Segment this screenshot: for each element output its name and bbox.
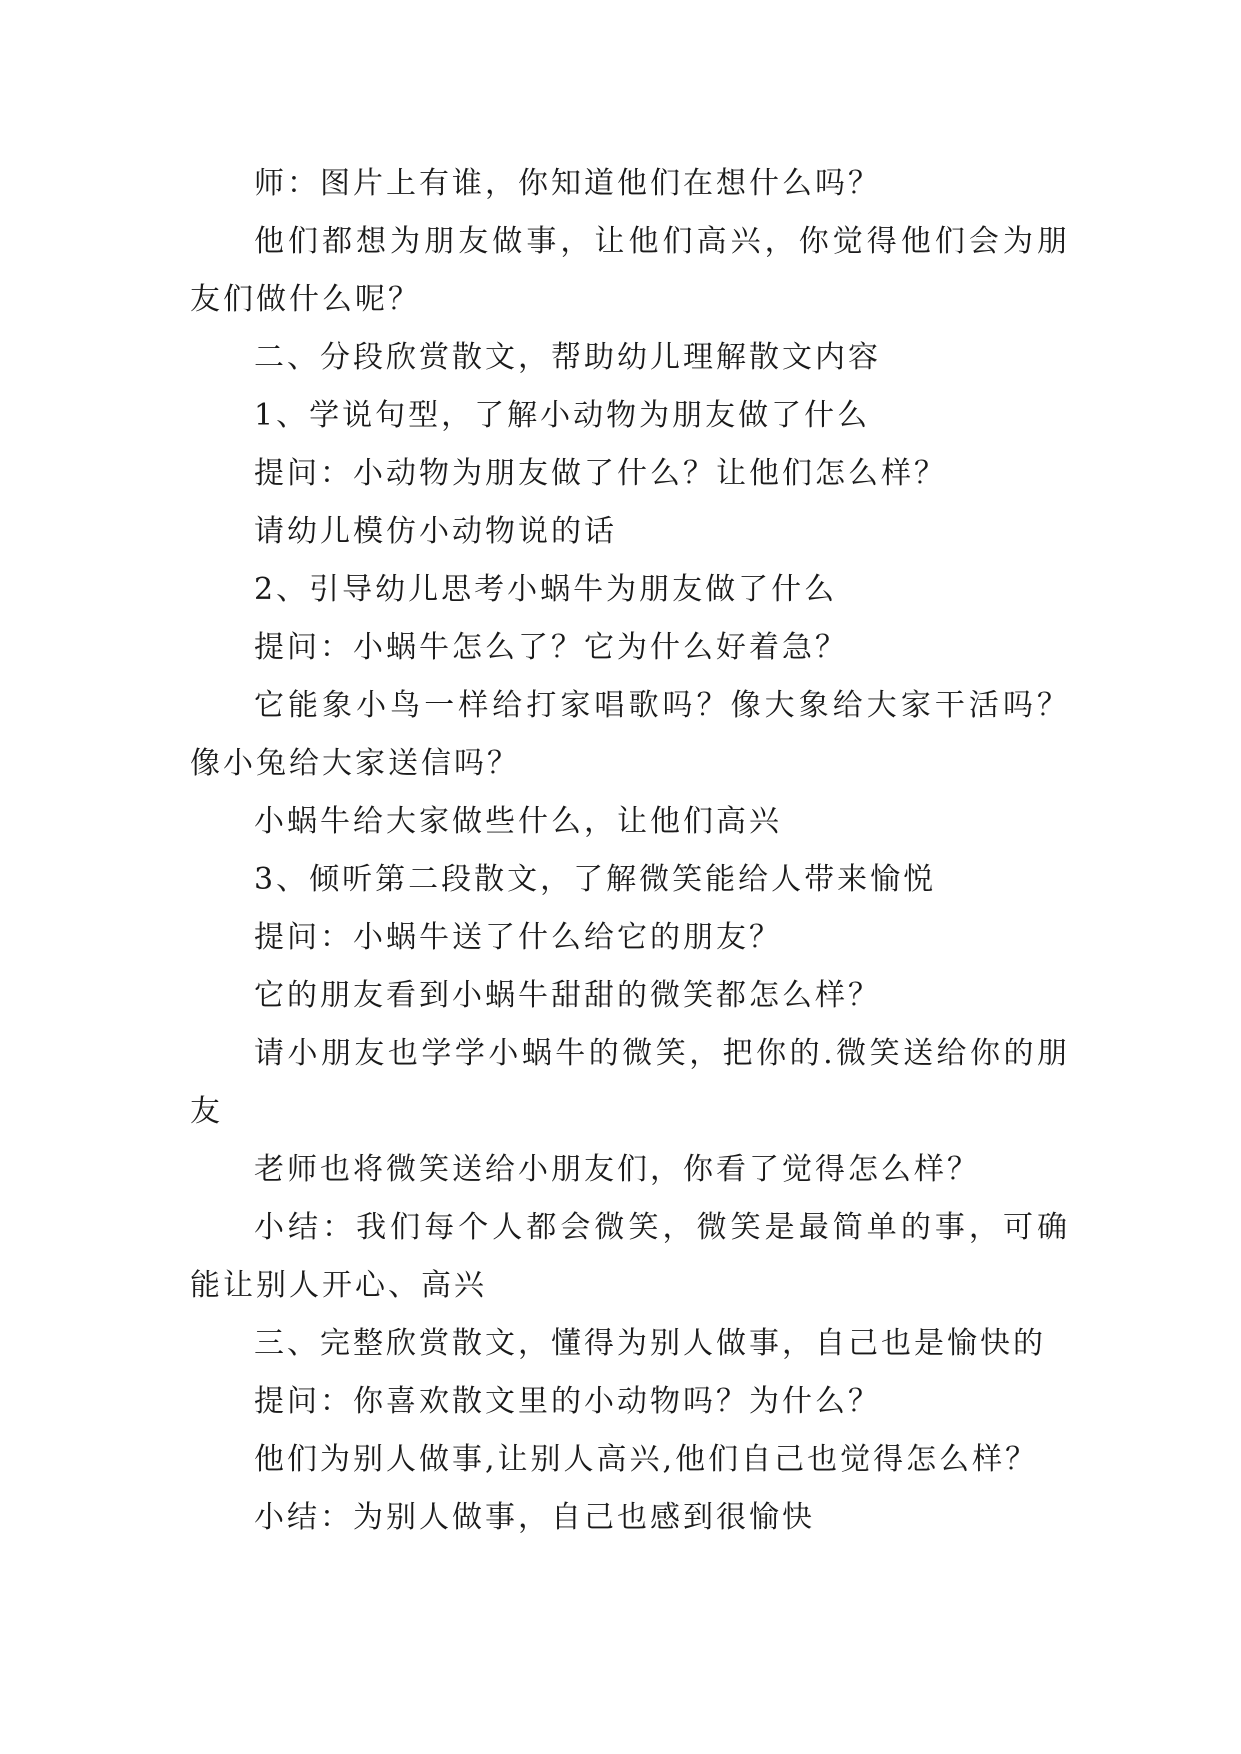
- paragraph: 提问：小蜗牛怎么了？它为什么好着急？: [254, 630, 848, 665]
- paragraph: 他们都想为朋友做事，让他们高兴，你觉得他们会为朋友们做什么呢？: [190, 224, 1070, 317]
- paragraph: 小蜗牛给大家做些什么，让他们高兴: [254, 804, 782, 839]
- paragraph: 2、引导幼儿思考小蜗牛为朋友做了什么: [254, 572, 838, 607]
- paragraph: 他们为别人做事,让别人高兴,他们自己也觉得怎么样？: [254, 1442, 1039, 1477]
- paragraph: 提问：你喜欢散文里的小动物吗？为什么？: [254, 1384, 881, 1419]
- paragraph: 它的朋友看到小蜗牛甜甜的微笑都怎么样？: [254, 978, 881, 1013]
- paragraph: 小结：我们每个人都会微笑，微笑是最简单的事，可确能让别人开心、高兴: [190, 1210, 1070, 1303]
- paragraph: 小结：为别人做事，自己也感到很愉快: [254, 1500, 815, 1535]
- paragraph: 请小朋友也学学小蜗牛的微笑，把你的.微笑送给你的朋友: [190, 1036, 1070, 1129]
- paragraph: 1、学说句型，了解小动物为朋友做了什么: [254, 398, 871, 433]
- paragraph: 老师也将微笑送给小朋友们，你看了觉得怎么样？: [254, 1152, 980, 1187]
- paragraph: 提问：小动物为朋友做了什么？让他们怎么样？: [254, 456, 947, 491]
- paragraph: 三、完整欣赏散文，懂得为别人做事，自己也是愉快的: [254, 1326, 1046, 1361]
- paragraph: 请幼儿模仿小动物说的话: [254, 514, 617, 549]
- paragraph: 二、分段欣赏散文，帮助幼儿理解散文内容: [254, 340, 881, 375]
- paragraph: 提问：小蜗牛送了什么给它的朋友？: [254, 920, 782, 955]
- paragraph: 它能象小鸟一样给打家唱歌吗？像大象给大家干活吗？像小兔给大家送信吗？: [190, 688, 1070, 781]
- paragraph: 3、倾听第二段散文，了解微笑能给人带来愉悦: [254, 862, 937, 897]
- paragraph: 师：图片上有谁，你知道他们在想什么吗？: [254, 166, 881, 201]
- document-body: [190, 155, 1070, 1547]
